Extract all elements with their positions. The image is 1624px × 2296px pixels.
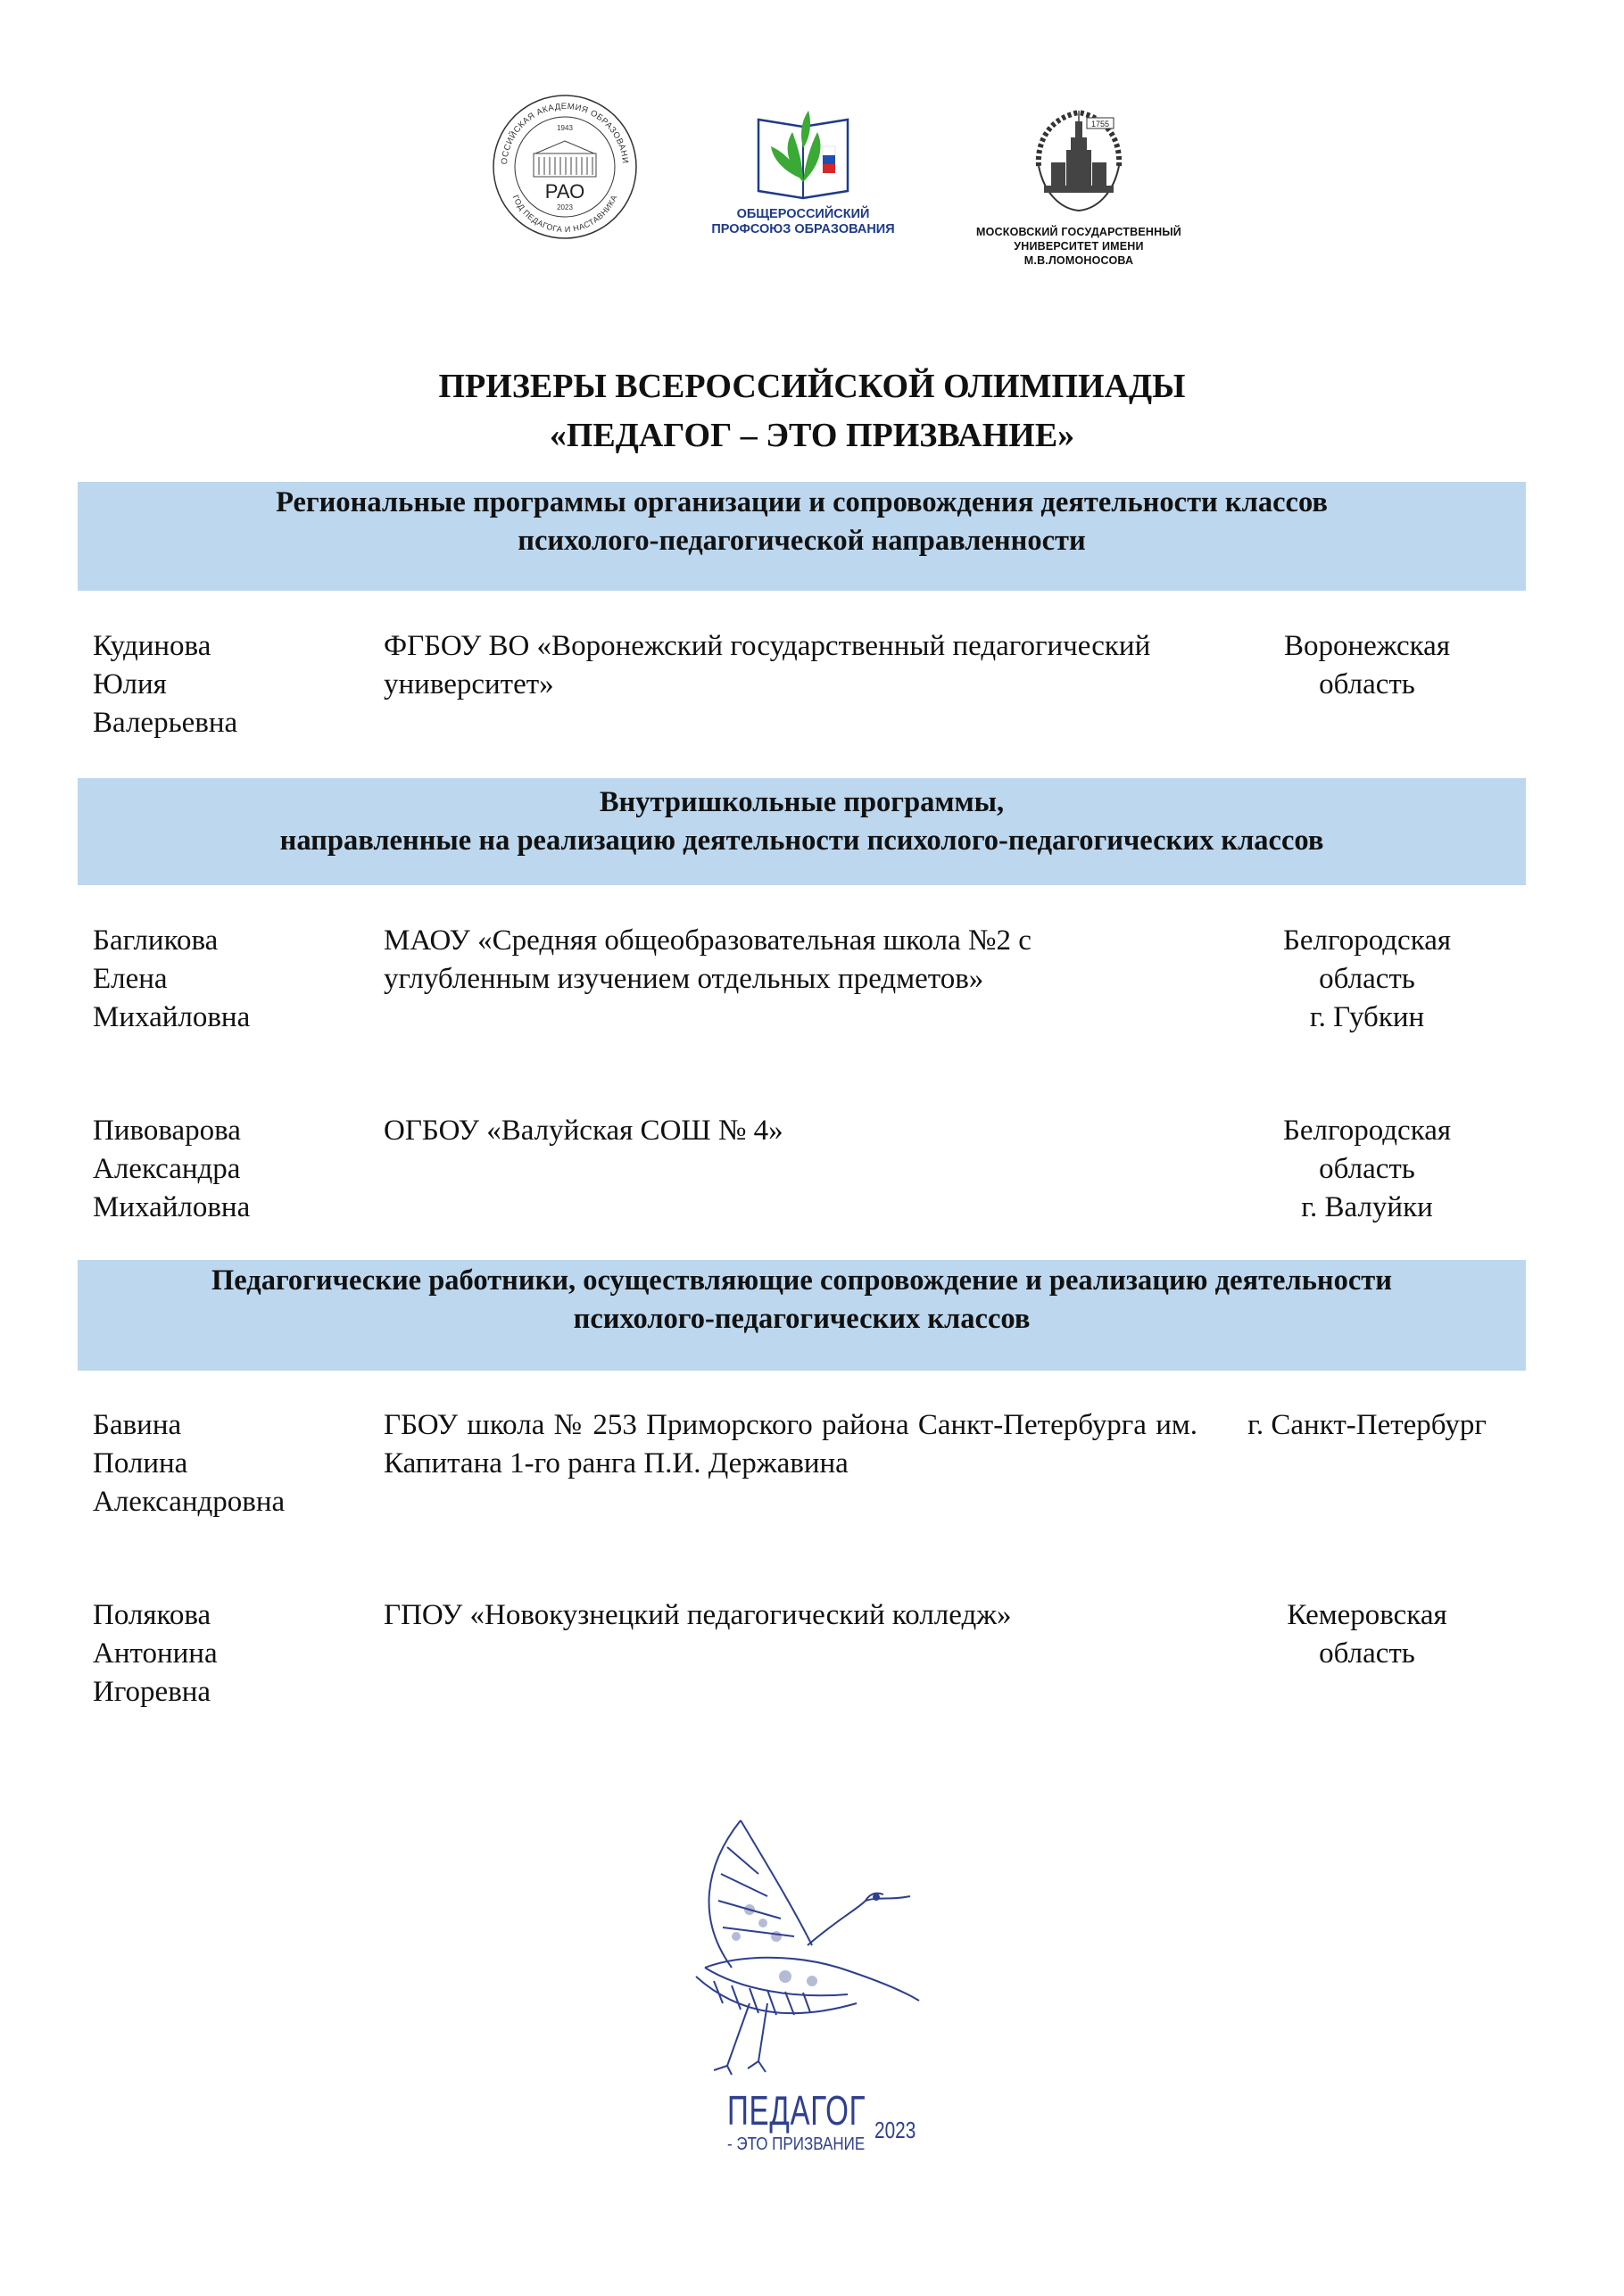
winner-patronymic: Игоревна: [93, 1676, 211, 1708]
msu-logo: [962, 104, 1196, 267]
winner-organization: ОГБОУ «Валуйская СОШ № 4»: [384, 1115, 783, 1147]
section-title-line1: Региональные программы организации и сопровождения деятельности классов: [276, 486, 1328, 518]
winner-organization: ГБОУ школа № 253 Приморского района Санкт-Петербурга им. Капитана 1-го ранга П.И. Державина: [384, 1409, 1197, 1480]
section-header-teachers: [78, 1260, 1526, 1371]
winner-surname: Бавина: [93, 1409, 182, 1441]
region-line: область: [1319, 963, 1415, 995]
title-line1: ПРИЗЕРЫ ВСЕРОССИЙСКОЙ ОЛИМПИАДЫ: [438, 368, 1186, 405]
page-title: [0, 362, 1624, 460]
rao-year: 2023: [557, 203, 573, 211]
winner-name: [93, 1406, 378, 1521]
rao-founded: 1943: [557, 124, 573, 132]
section-title-line2: психолого-педагогической направленности: [518, 525, 1086, 557]
section-title-line2: психолого-педагогических классов: [573, 1303, 1031, 1335]
winner-surname: Багликова: [93, 924, 219, 957]
rao-name: РАО: [544, 180, 585, 203]
winner-first-name: Елена: [93, 963, 168, 995]
winner-first-name: Антонина: [93, 1637, 218, 1670]
region-line: область: [1319, 668, 1415, 700]
winner-region: [1215, 1596, 1519, 1673]
winner-name: [93, 1112, 378, 1227]
winner-organization: МАОУ «Средняя общеобразовательная школа №2 с углубленным изучением отдельных предметов»: [384, 924, 1032, 995]
crane-icon: [642, 1811, 955, 2079]
winner-region: [1215, 922, 1519, 1037]
winner-first-name: Полина: [93, 1447, 188, 1480]
emblem-title: ПЕДАГОГ: [727, 2087, 866, 2134]
rao-bottom-text: ГОД ПЕДАГОГА И НАСТАВНИКА: [510, 193, 619, 235]
profsoyuz-line1: ОБЩЕРОССИЙСКИЙ: [736, 207, 870, 221]
msu-emblem-icon: [962, 104, 1196, 221]
winner-surname: Кудинова: [93, 630, 211, 662]
title-line2: «ПЕДАГОГ – ЭТО ПРИЗВАНИЕ»: [549, 417, 1075, 454]
region-line: г. Валуйки: [1301, 1191, 1433, 1223]
emblem-year: 2023: [874, 2117, 916, 2143]
winner-patronymic: Михайловна: [93, 1191, 251, 1223]
rao-logo: [489, 91, 641, 243]
region-line: Белгородская: [1282, 1115, 1452, 1147]
region-line: г. Губкин: [1309, 1001, 1425, 1033]
winner-name: [93, 627, 378, 742]
winner-patronymic: Валерьевна: [93, 707, 238, 739]
section-header-regional-programs: [78, 482, 1526, 591]
winner-patronymic: Александровна: [93, 1486, 286, 1518]
region-line: Белгородская: [1282, 924, 1452, 957]
region-line: г. Санкт-Петербург: [1247, 1409, 1487, 1441]
winner-first-name: Юлия: [93, 668, 167, 700]
winner-surname: Полякова: [93, 1599, 211, 1631]
region-line: Воронежская: [1283, 630, 1451, 662]
winner-first-name: Александра: [93, 1153, 241, 1185]
rao-emblem-icon: [489, 91, 641, 243]
rao-ring-text: ОССИЙСКАЯ АКАДЕМИЯ ОБРАЗОВАНИ: [499, 101, 630, 165]
emblem-subtitle: - ЭТО ПРИЗВАНИЕ: [727, 2134, 866, 2154]
section-title-line1: Внутришкольные программы,: [599, 786, 1005, 818]
winner-region: [1215, 627, 1519, 704]
profsoyuz-line2: ПРОФСОЮЗ ОБРАЗОВАНИЯ: [711, 222, 895, 236]
winner-patronymic: Михайловна: [93, 1001, 251, 1033]
profsoyuz-logo: [698, 93, 908, 246]
section-header-school-programs: [78, 778, 1526, 885]
winner-organization: ФГБОУ ВО «Воронежский государственный педагогический университет»: [384, 630, 1151, 700]
msu-line2: УНИВЕРСИТЕТ ИМЕНИ М.В.ЛОМОНОСОВА: [1014, 240, 1144, 267]
region-line: Кемеровская: [1287, 1599, 1447, 1631]
winner-region: [1215, 1112, 1519, 1227]
profsoyuz-emblem-icon: [698, 93, 908, 200]
section-title-line2: направленные на реализацию деятельности психолого-педагогических классов: [279, 825, 1324, 857]
winner-surname: Пивоварова: [93, 1115, 241, 1147]
winner-region: [1215, 1406, 1519, 1445]
region-line: область: [1319, 1153, 1415, 1185]
msu-line1: МОСКОВСКИЙ ГОСУДАРСТВЕННЫЙ: [976, 226, 1181, 238]
msu-year: 1755: [1090, 120, 1110, 128]
winner-name: [93, 1596, 378, 1712]
winner-organization: ГПОУ «Новокузнецкий педагогический колледж»: [384, 1599, 1012, 1631]
winner-name: [93, 922, 378, 1037]
section-title-line1: Педагогические работники, осуществляющие сопровождение и реализацию деятельности: [211, 1264, 1392, 1297]
region-line: область: [1319, 1637, 1415, 1670]
